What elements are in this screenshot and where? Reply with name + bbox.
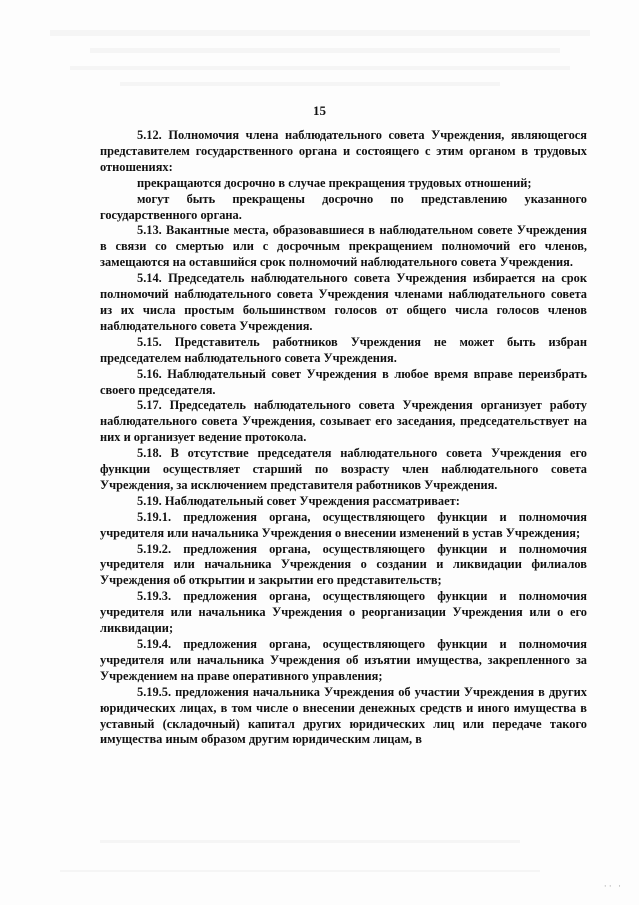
paragraph-5-16: 5.16. Наблюдательный совет Учреждения в любое время вправе переизбрать своего председателя.	[100, 366, 587, 397]
scan-bleed-through	[120, 82, 500, 86]
paragraph-5-19-4: 5.19.4. предложения органа, осуществляющего функции и полномочия учредителя или начальника Учреждения об изъятии имущества, закрепленного за Учреждением на праве оперативного управления;	[100, 637, 587, 683]
document-body	[100, 128, 587, 748]
scan-bleed-through	[50, 30, 590, 36]
paragraph-5-15: 5.15. Представитель работников Учреждения не может быть избран председателем наблюдательного совета Учреждения.	[100, 334, 587, 365]
paragraph-5-19-2: 5.19.2. предложения органа, осуществляющего функции и полномочия учредителя или начальника Учреждения о создании и ликвидации филиалов Учреждения об открытии и закрытии его представительств;	[100, 541, 587, 588]
paragraph-5-19: 5.19. Наблюдательный совет Учреждения рассматривает:	[137, 493, 460, 508]
scan-bleed-through	[90, 48, 560, 53]
paragraph-5-12-item-2: могут быть прекращены досрочно по представлению указанного государственного органа.	[100, 191, 587, 222]
paragraph-5-14: 5.14. Председатель наблюдательного совета Учреждения избирается на срок полномочий наблюдательного совета Учреждения членами наблюдательного совета из их числа простым большинством голосов от общего числа голосов членов наблюдательного совета Учреждения.	[100, 271, 587, 333]
page-number: 15	[313, 103, 326, 118]
paragraph-5-12-item-1: прекращаются досрочно в случае прекращения трудовых отношений;	[137, 175, 532, 190]
paragraph-5-12: 5.12. Полномочия члена наблюдательного совета Учреждения, являющегося представителем государственного органа и состоящего с этим органом в трудовых отношениях:	[100, 128, 587, 174]
scan-bleed-through	[100, 840, 520, 843]
paragraph-5-19-1: 5.19.1. предложения органа, осуществляющего функции и полномочия учредителя или начальника Учреждения о внесении изменений в устав Учреждения;	[100, 509, 587, 540]
paragraph-5-13: 5.13. Вакантные места, образовавшиеся в наблюдательном совете Учреждения в связи со смертью или с досрочным прекращением полномочий его членов, замещаются на оставшийся срок полномочий наблюдательного совета Учреждения.	[100, 223, 587, 270]
paragraph-5-19-3: 5.19.3. предложения органа, осуществляющего функции и полномочия учредителя или начальника Учреждения о реорганизации Учреждения или о его ликвидации;	[100, 589, 587, 636]
paragraph-5-18: 5.18. В отсутствие председателя наблюдательного совета Учреждения его функции осуществляет старший по возрасту член наблюдательного совета Учреждения, за исключением представителя работников Учреждения.	[100, 446, 587, 492]
paragraph-5-17: 5.17. Председатель наблюдательного совета Учреждения организует работу наблюдательного совета Учреждения, созывает его заседания, председательствует на них и организует ведение протокола.	[100, 398, 587, 445]
scan-bleed-through	[60, 870, 540, 872]
paragraph-5-19-5: 5.19.5. предложения начальника Учреждения об участии Учреждения в других юридических лицах, в том числе о внесении денежных средств и иного имущества в уставный (складочный) капитал других юридических лиц или передаче такого имущества иным образом другим юридическим лицам, в	[100, 684, 587, 747]
scan-artifact-mark: ·· ·	[603, 881, 623, 891]
scan-bleed-through	[70, 66, 570, 70]
